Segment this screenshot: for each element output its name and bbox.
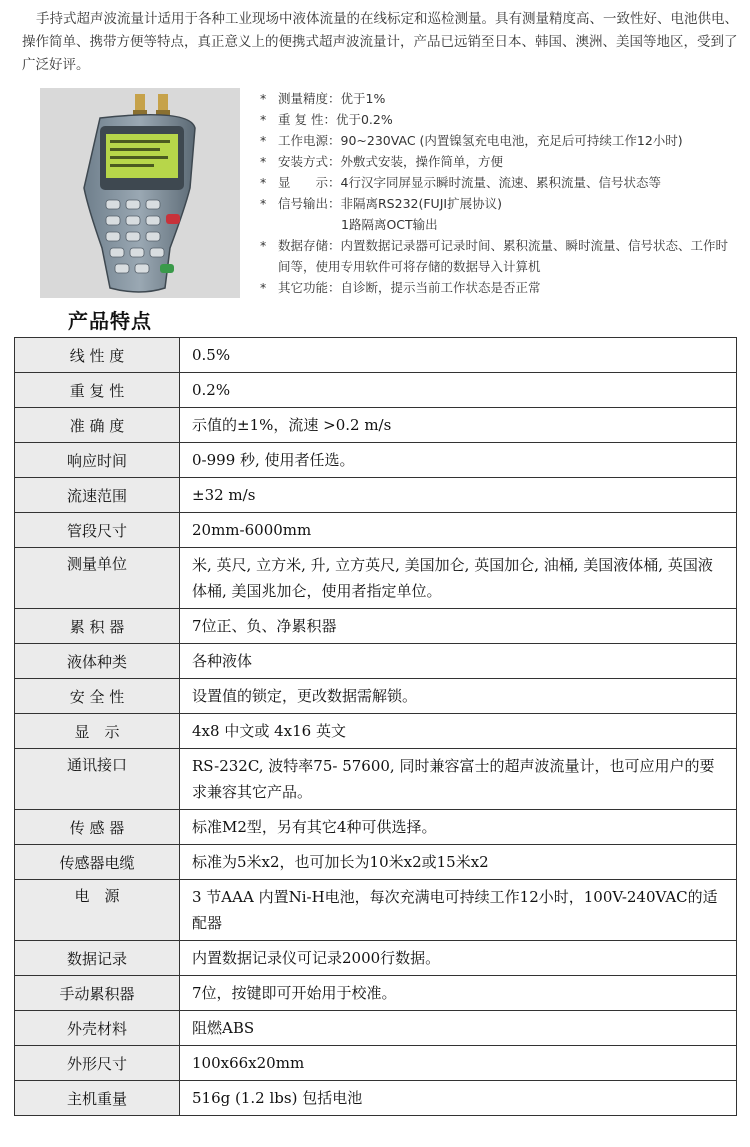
feature-text: 信号输出：非隔离RS232(FUJI扩展协议) [278,196,502,211]
table-row [15,478,737,513]
spec-value: 阻燃ABS [180,1011,737,1046]
bullet-star: * [260,238,267,253]
spec-label: 安 全 性 [15,679,180,714]
table-row [15,1046,737,1081]
feature-text: 其它功能：自诊断，提示当前工作状态是否正常 [278,280,541,295]
spec-label: 测量单位 [15,548,180,609]
spec-value: 0.2% [180,373,737,408]
spec-value: 20mm-6000mm [180,513,737,548]
table-row [15,679,737,714]
table-row [15,880,737,941]
spec-label: 显 示 [15,714,180,749]
feature-item-continued [258,214,738,235]
feature-item [258,193,738,214]
table-row [15,443,737,478]
spec-label: 流速范围 [15,478,180,513]
spec-label: 数据记录 [15,941,180,976]
spec-label: 外壳材料 [15,1011,180,1046]
spec-value: 标准M2型，另有其它4种可供选择。 [180,810,737,845]
feature-text: 显 示：4行汉字同屏显示瞬时流量、流速、累积流量、信号状态等 [278,175,661,190]
bullet-star: * [260,175,267,190]
spec-value: RS-232C, 波特率75- 57600, 同时兼容富士的超声波流量计，也可应用户的要求兼容其它产品。 [180,749,737,810]
spec-label: 主机重量 [15,1081,180,1116]
spec-value: 米, 英尺, 立方米, 升, 立方英尺, 美国加仑, 英国加仑, 油桶, 美国液体桶, 英国液体桶, 美国兆加仑，使用者指定单位。 [180,548,737,609]
spec-value: 100x66x20mm [180,1046,737,1081]
spec-label: 液体种类 [15,644,180,679]
bullet-star: * [260,91,267,106]
spec-label: 重 复 性 [15,373,180,408]
feature-item [258,151,738,172]
table-row [15,609,737,644]
table-row [15,338,737,373]
spec-value: 516g (1.2 lbs) 包括电池 [180,1081,737,1116]
product-photo [40,88,240,298]
spec-label: 响应时间 [15,443,180,478]
feature-list [258,88,738,298]
feature-item [258,172,738,193]
spec-value: 各种液体 [180,644,737,679]
spec-value: 0-999 秒, 使用者任选。 [180,443,737,478]
spec-value: 标准为5米x2，也可加长为10米x2或15米x2 [180,845,737,880]
table-row [15,810,737,845]
spec-label: 通讯接口 [15,749,180,810]
bullet-star: * [260,112,267,127]
spec-label: 线 性 度 [15,338,180,373]
feature-text: 安装方式：外敷式安装，操作简单，方便 [278,154,504,169]
spec-value: 设置值的锁定，更改数据需解锁。 [180,679,737,714]
spec-label: 准 确 度 [15,408,180,443]
spec-label: 累 积 器 [15,609,180,644]
table-row [15,513,737,548]
spec-label: 外形尺寸 [15,1046,180,1081]
bullet-star: * [260,154,267,169]
table-row [15,1081,737,1116]
spec-table [14,337,737,1116]
feature-item [258,277,738,298]
table-row [15,941,737,976]
spec-value: 7位正、负、净累积器 [180,609,737,644]
bullet-star: * [260,196,267,211]
table-row [15,714,737,749]
table-row [15,408,737,443]
spec-value: 示值的±1%，流速 >0.2 m/s [180,408,737,443]
table-row [15,749,737,810]
bullet-star: * [260,133,267,148]
spec-value: 内置数据记录仪可记录2000行数据。 [180,941,737,976]
spec-label: 传感器电缆 [15,845,180,880]
feature-text: 工作电源：90~230VAC (内置镍氢充电电池，充足后可持续工作12小时) [278,133,683,148]
intro-paragraph [22,8,738,77]
table-row [15,373,737,408]
feature-text: 数据存储：内置数据记录器可记录时间、累积流量、瞬时流量、信号状态、工作时间等，使用专用软件可将存储的数据导入计算机 [278,238,729,274]
flowmeter-device-image [40,88,240,298]
spec-value: 3 节AAA 内置Ni-H电池，每次充满电可持续工作12小时，100V-240VAC的适配器 [180,880,737,941]
table-row [15,644,737,679]
feature-item [258,235,738,277]
feature-item [258,130,738,151]
feature-text: 1路隔离OCT输出 [341,217,438,232]
spec-label: 电 源 [15,880,180,941]
feature-item [258,109,738,130]
spec-label: 管段尺寸 [15,513,180,548]
spec-label: 手动累积器 [15,976,180,1011]
spec-value: 7位，按键即可开始用于校准。 [180,976,737,1011]
intro-text: 手持式超声波流量计适用于各种工业现场中液体流量的在线标定和巡检测量。具有测量精度高、一致性好、电池供电、操作简单、携带方便等特点，真正意义上的便携式超声波流量计，产品已远销至日本、韩国、澳洲、美国等地区，受到了广泛好评。 [22,11,738,73]
table-row [15,845,737,880]
feature-text: 测量精度：优于1% [278,91,386,106]
bullet-star: * [260,280,267,295]
spec-value: 0.5% [180,338,737,373]
table-row [15,976,737,1011]
table-row [15,1011,737,1046]
feature-item [258,88,738,109]
spec-value: 4x8 中文或 4x16 英文 [180,714,737,749]
feature-text: 重 复 性：优于0.2% [278,112,393,127]
table-row [15,548,737,609]
spec-value: ±32 m/s [180,478,737,513]
spec-label: 传 感 器 [15,810,180,845]
section-heading: 产品特点 [68,309,152,333]
